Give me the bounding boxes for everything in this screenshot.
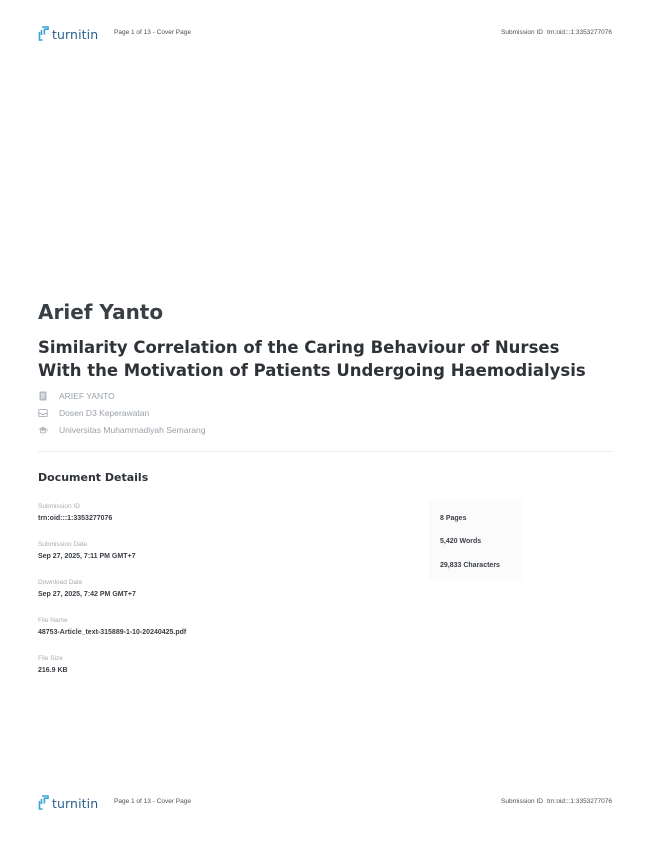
stat-pages: 8 Pages xyxy=(440,515,467,522)
detail-submission-id xyxy=(38,502,186,540)
author-meta-list xyxy=(38,387,205,438)
meta-text: Dosen D3 Keperawatan xyxy=(59,407,150,418)
document-details-title: Document Details xyxy=(38,471,149,484)
turnitin-logo xyxy=(38,794,98,812)
stat-characters: 29,833 Characters xyxy=(440,562,500,569)
graduation-cap-icon xyxy=(38,425,48,435)
logo-text: turnitin xyxy=(52,26,99,42)
submission-id xyxy=(501,798,612,805)
detail-value: 48753-Article_text-315889-1-10-20240425.pdf xyxy=(38,629,187,636)
document-stats xyxy=(429,500,522,580)
detail-value: 216.9 KB xyxy=(38,667,68,674)
page-footer xyxy=(38,794,612,812)
page-info: Page 1 of 13 - Cover Page xyxy=(114,798,191,805)
detail-submission-date xyxy=(38,540,186,578)
detail-file-name xyxy=(38,616,186,654)
submission-id-label: Submission ID xyxy=(501,29,543,36)
inbox-icon xyxy=(38,408,48,418)
meta-text: Universitas Muhammadiyah Semarang xyxy=(59,424,206,435)
logo-text: turnitin xyxy=(52,795,99,811)
page-info: Page 1 of 13 - Cover Page xyxy=(114,29,191,36)
detail-label: Submission Date xyxy=(38,541,88,548)
turnitin-logo xyxy=(38,25,98,43)
turnitin-mark-icon xyxy=(38,26,49,42)
submission-id xyxy=(501,29,612,36)
submission-id-label: Submission ID xyxy=(501,798,543,805)
detail-label: Download Date xyxy=(38,579,83,586)
detail-download-date xyxy=(38,578,186,616)
submission-id-value: trn:oid:::1:3353277076 xyxy=(546,29,612,36)
meta-row-name xyxy=(38,387,205,404)
meta-row-role xyxy=(38,404,205,421)
detail-value: Sep 27, 2025, 7:42 PM GMT+7 xyxy=(38,591,136,598)
turnitin-mark-icon xyxy=(38,795,49,811)
meta-text: ARIEF YANTO xyxy=(59,390,115,401)
divider xyxy=(38,451,612,452)
detail-label: Submission ID xyxy=(38,503,80,510)
detail-label: File Name xyxy=(38,617,68,624)
detail-file-size xyxy=(38,654,186,692)
page-header xyxy=(38,25,612,43)
stat-words: 5,420 Words xyxy=(440,538,482,545)
document-title: Similarity Correlation of the Caring Behaviour of Nurses With the Motivation of Patients Undergoing Haemodialysis xyxy=(38,338,586,380)
document-details xyxy=(38,502,186,692)
author-name: Arief Yanto xyxy=(38,300,164,324)
detail-value: Sep 27, 2025, 7:11 PM GMT+7 xyxy=(38,553,136,560)
submission-id-value: trn:oid:::1:3353277076 xyxy=(546,798,612,805)
detail-label: File Size xyxy=(38,655,63,662)
document-icon xyxy=(38,391,48,401)
meta-row-institution xyxy=(38,421,205,438)
detail-value: trn:oid:::1:3353277076 xyxy=(38,515,113,522)
